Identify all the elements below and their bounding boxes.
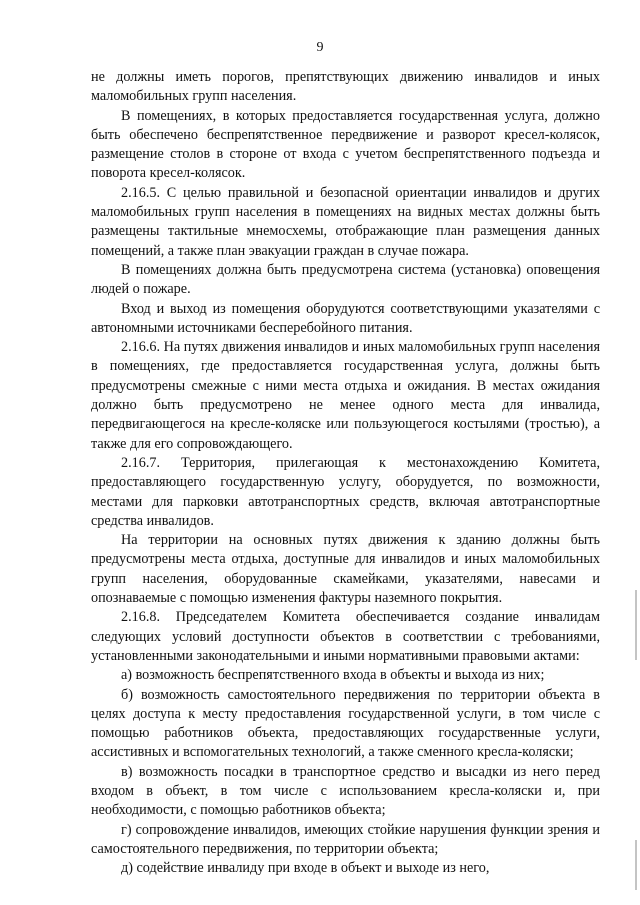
document-body [91,68,600,878]
paragraph-territory: На территории на основных путях движения к зданию должны быть предусмотрены места отдыха, доступные для инвалидов и иных маломобильных групп населения, оборудованные скамейками, указателями, навесами и опознаваемые с помощью изменения фактуры наземного покрытия. [91,532,600,607]
paragraph-2-16-8: 2.16.8. Председателем Комитета обеспечивается создание инвалидам следующих условий доступности объектов в соответствии с требованиями, установленными законодательными и иными нормативными правовыми актами: [91,609,600,664]
paragraph-2-16-5: 2.16.5. С целью правильной и безопасной ориентации инвалидов и других маломобильных групп населения в помещениях на видных местах должны быть размещены тактильные мнемосхемы, отображающие план размещения данных помещений, а также план эвакуации граждан в случае пожара. [91,184,600,259]
list-item-a: а) возможность беспрепятственного входа в объекты и выхода из них; [121,667,545,684]
paragraph-2-16-6: 2.16.6. На путях движения инвалидов и иных маломобильных групп населения в помещениях, где предоставляется государственная услуга, должны быть предусмотрены смежные с ними места отдыха и ожидания. В местах ожидания должно быть предусмотрено не менее одного места для инвалида, передвигающегося на кресле-коляске или пользующегося костылями (тростью), а также для его сопровождающего. [91,339,600,452]
paragraph-2-16-7: 2.16.7. Территория, прилегающая к местонахождению Комитета, предоставляющего государственную услугу, оборудуется, по возможности, местами для парковки автотранспортных средств, включая автотранспортные средства инвалидов. [91,454,600,529]
paragraph-wheelchair-movement: В помещениях, в которых предоставляется государственная услуга, должно быть обеспечено беспрепятственное передвижение и разворот кресел-колясок, размещение столов в стороне от входа с учетом беспрепятственного подъезда и поворота кресел-колясок. [91,107,600,182]
list-item-b: б) возможность самостоятельного передвижения по территории объекта в целях доступа к месту предоставления государственной услуги, в том числе с помощью работников объекта, предоставляющих государственные услуги, ассистивных и вспомогательных технологий, а также сменного кресла-коляски; [91,686,600,761]
list-item-g: г) сопровождение инвалидов, имеющих стойкие нарушения функции зрения и самостоятельного передвижения, по территории объекта; [91,821,600,857]
scan-edge-mark [635,590,637,660]
paragraph-entrance-exit: Вход и выход из помещения оборудуются соответствующими указателями с автономными источниками бесперебойного питания. [91,300,600,336]
paragraph-fire-alert: В помещениях должна быть предусмотрена система (установка) оповещения людей о пожаре. [91,261,600,298]
list-item-d: д) содействие инвалиду при входе в объект и выходе из него, [121,860,490,877]
list-item-v: в) возможность посадки в транспортное средство и высадки из него перед входом в объект, в том числе с использованием кресла-коляски и, при необходимости, с помощью работников объекта; [91,763,600,819]
paragraph-continuation: не должны иметь порогов, препятствующих движению инвалидов и иных маломобильных групп населения. [91,69,600,105]
page-number: 9 [316,40,324,55]
scan-edge-mark [635,840,637,890]
